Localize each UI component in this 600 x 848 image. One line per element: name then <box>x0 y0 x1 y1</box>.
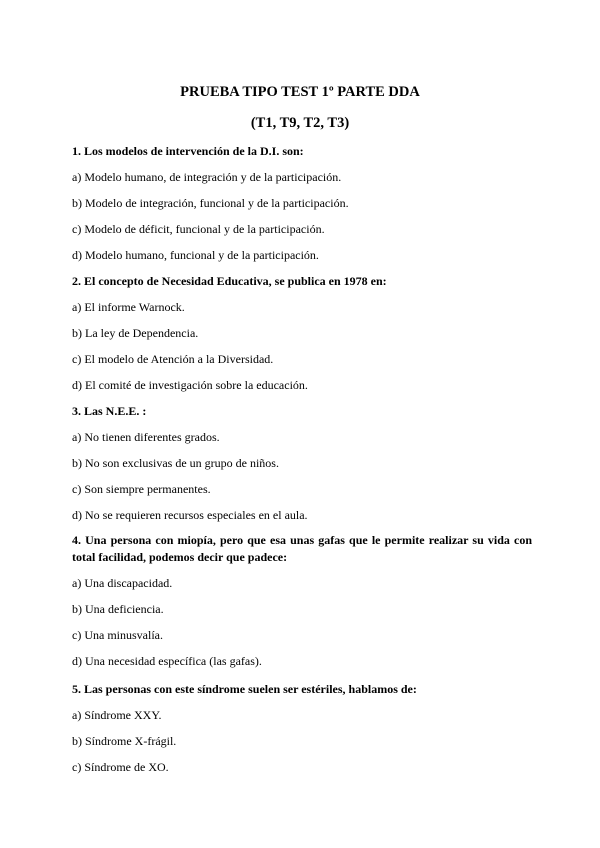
question-1: 1. Los modelos de intervención de la D.I. son: <box>72 144 304 158</box>
question-2-option-b: b) La ley de Dependencia. <box>72 326 199 340</box>
question-5-option-a: a) Síndrome XXY. <box>72 708 162 722</box>
question-3-option-a: a) No tienen diferentes grados. <box>72 430 220 444</box>
question-5-option-c: c) Síndrome de XO. <box>72 760 169 774</box>
question-4-option-c: c) Una minusvalía. <box>72 628 163 642</box>
question-2-option-a: a) El informe Warnock. <box>72 300 185 314</box>
question-3: 3. Las N.E.E. : <box>72 404 147 418</box>
question-2-option-d: d) El comité de investigación sobre la educación. <box>72 378 308 392</box>
question-2: 2. El concepto de Necesidad Educativa, se publica en 1978 en: <box>72 274 387 288</box>
question-1-option-c: c) Modelo de déficit, funcional y de la participación. <box>72 222 325 236</box>
question-1-option-d: d) Modelo humano, funcional y de la participación. <box>72 248 319 262</box>
question-4-option-b: b) Una deficiencia. <box>72 602 164 616</box>
question-4-option-a: a) Una discapacidad. <box>72 576 173 590</box>
question-1-option-a: a) Modelo humano, de integración y de la participación. <box>72 170 342 184</box>
question-2-option-c: c) El modelo de Atención a la Diversidad. <box>72 352 274 366</box>
question-3-option-d: d) No se requieren recursos especiales en el aula. <box>72 508 308 522</box>
question-5: 5. Las personas con este síndrome suelen ser estériles, hablamos de: <box>72 682 417 696</box>
question-1-option-b: b) Modelo de integración, funcional y de la participación. <box>72 196 349 210</box>
document-title: PRUEBA TIPO TEST 1º PARTE DDA <box>180 84 420 100</box>
question-5-option-b: b) Síndrome X-frágil. <box>72 734 177 748</box>
question-3-option-b: b) No son exclusivas de un grupo de niños. <box>72 456 279 470</box>
question-3-option-c: c) Son siempre permanentes. <box>72 482 211 496</box>
question-4: 4. Una persona con miopía, pero que esa unas gafas que le permite realizar su vida con total facilidad, podemos decir que padece: <box>72 533 532 564</box>
question-4-option-d: d) Una necesidad específica (las gafas). <box>72 654 262 668</box>
document-subtitle: (T1, T9, T2, T3) <box>250 115 350 131</box>
